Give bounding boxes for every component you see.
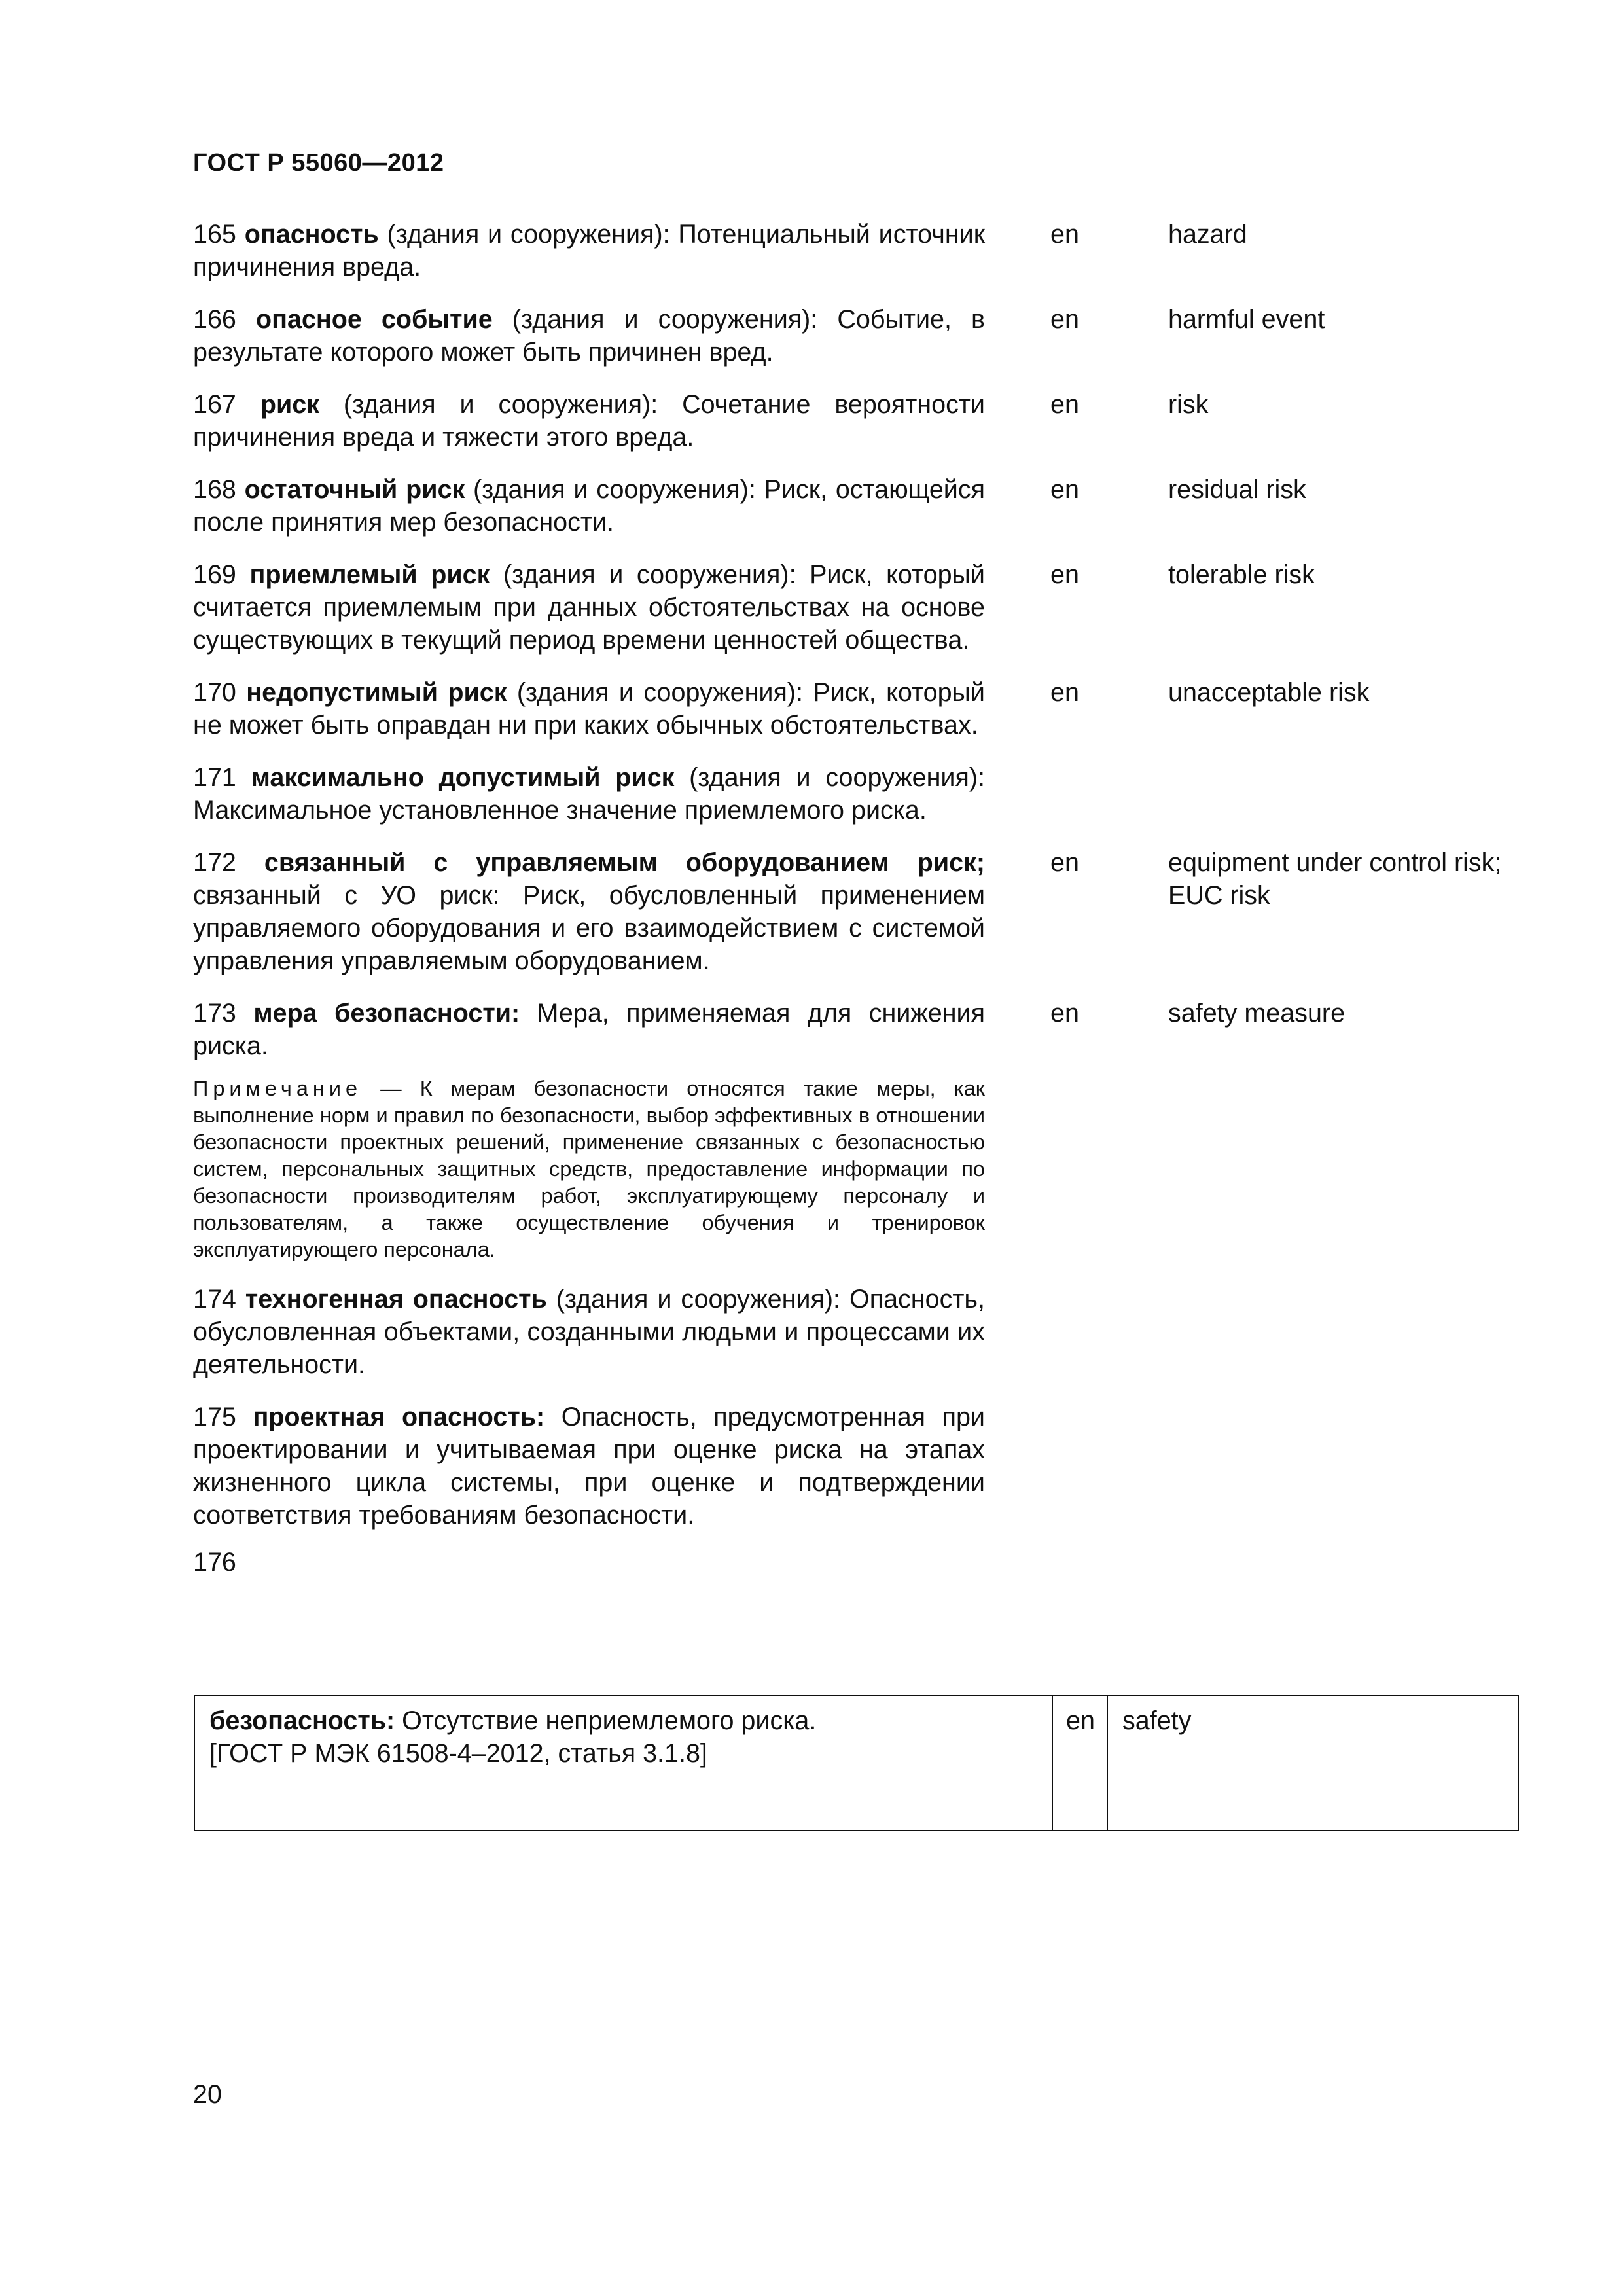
definition-text: Мера, применяемая для снижения риска.	[193, 999, 985, 1060]
definition	[193, 761, 985, 827]
english-equivalent: unacceptable risk	[1168, 678, 1370, 707]
entry-number: 168	[193, 475, 236, 504]
term-entry-169	[193, 558, 1528, 656]
definition-text: Отсутствие неприемлемого риска.	[395, 1706, 817, 1735]
definition	[193, 1401, 985, 1532]
definition	[193, 303, 985, 368]
definition-text: (здания и сооружения): Сочетание вероятности причинения вреда и тяжести этого вреда.	[193, 390, 985, 452]
english-equivalent: tolerable risk	[1168, 560, 1315, 589]
english-equivalent: equipment under control risk; EUC risk	[1168, 848, 1502, 910]
english-equivalent-cell: safety	[1107, 1696, 1518, 1831]
term-entry-174	[193, 1283, 1528, 1381]
term-entry-166	[193, 303, 1528, 368]
entry-number: 172	[193, 848, 236, 877]
definition-cell	[194, 1696, 1052, 1831]
definition	[193, 846, 985, 977]
language-cell: en	[1052, 1696, 1107, 1831]
definition-text: Опасность, предусмотренная при проектировании и учитываемая при оценке риска на этапах жизненного цикла системы, при оценке и подтверждении соответствия требованиям безопасности.	[193, 1403, 985, 1530]
term: мера безопасности:	[253, 999, 520, 1028]
definition-text: (здания и сооружения): Риск, который не может быть оправдан ни при каких обычных обстоятельствах.	[193, 678, 985, 740]
term-entry-175	[193, 1401, 1528, 1532]
note-text: — К мерам безопасности относятся такие меры, как выполнение норм и правил по безопасности, выбор эффективных в отношении безопасности проектных решений, применение связанных с безопасностью систем, персональных защитных средств, предоставление информации по безопасности производителям работ, эксплуатирующему персоналу и пользователям, а также осуществление обучения и тренировок эксплуатирующего персонала.	[193, 1077, 985, 1261]
entry-number: 174	[193, 1285, 236, 1314]
source-reference: [ГОСТ Р МЭК 61508-4–2012, статья 3.1.8]	[209, 1739, 707, 1768]
entry-number: 175	[193, 1403, 236, 1431]
term-entries	[193, 218, 1528, 1579]
term: проектная опасность:	[253, 1403, 545, 1431]
language-code: en	[1050, 390, 1079, 419]
entry-number: 173	[193, 999, 236, 1028]
english-equivalent: residual risk	[1168, 475, 1306, 504]
language-code: en	[1050, 305, 1079, 334]
page-number: 20	[193, 2080, 222, 2109]
note	[193, 1075, 985, 1263]
term-entry-165	[193, 218, 1528, 283]
language-code: en	[1050, 678, 1079, 707]
entry-number: 166	[193, 305, 236, 334]
term: техногенная опасность	[245, 1285, 547, 1314]
term: максимально допустимый риск	[251, 763, 675, 792]
term: остаточный риск	[244, 475, 465, 504]
language-code: en	[1050, 848, 1079, 877]
definition	[193, 997, 985, 1062]
term-entry-172	[193, 846, 1528, 977]
entry-number: 171	[193, 763, 236, 792]
term: приемлемый риск	[249, 560, 490, 589]
definition	[193, 473, 985, 539]
english-equivalent: hazard	[1168, 220, 1247, 249]
term: безопасность:	[209, 1706, 395, 1735]
definition	[193, 676, 985, 742]
definition	[193, 558, 985, 656]
definition-text: (здания и сооружения): Событие, в результате которого может быть причинен вред.	[193, 305, 985, 367]
definition	[193, 1283, 985, 1381]
english-equivalent: risk	[1168, 390, 1209, 419]
entry-number: 169	[193, 560, 236, 589]
table-row	[194, 1696, 1518, 1831]
definition-text: (здания и сооружения): Максимальное установленное значение приемлемого риска.	[193, 763, 985, 825]
term-entry-168	[193, 473, 1528, 539]
definition-text: (здания и сооружения): Потенциальный источник причинения вреда.	[193, 220, 985, 281]
english-equivalent: safety measure	[1168, 999, 1346, 1028]
term: связанный с управляемым оборудованием риск;	[264, 848, 985, 877]
language-code: en	[1050, 220, 1079, 249]
entry-number: 170	[193, 678, 236, 707]
term: недопустимый риск	[246, 678, 507, 707]
note-label: Примечание	[193, 1077, 363, 1100]
term-entry-173	[193, 997, 1528, 1062]
entry-number: 165	[193, 220, 236, 249]
definition-text: (здания и сооружения): Опасность, обусловленная объектами, созданными людьми и процессами их деятельности.	[193, 1285, 985, 1379]
entry-number: 167	[193, 390, 236, 419]
term: опасное событие	[255, 305, 493, 334]
language-code: en	[1050, 999, 1079, 1028]
language-code: en	[1050, 475, 1079, 504]
term-entry-170	[193, 676, 1528, 742]
document-code: ГОСТ Р 55060—2012	[193, 149, 444, 177]
language-code: en	[1050, 560, 1079, 589]
english-equivalent: harmful event	[1168, 305, 1325, 334]
term: опасность	[244, 220, 379, 249]
definition-text: связанный с УО риск: Риск, обусловленный применением управляемого оборудования и его взаимодействием с системой управления управляемым оборудованием.	[193, 881, 985, 975]
entry-number-176: 176	[193, 1548, 236, 1577]
definition-text: (здания и сооружения): Риск, который считается приемлемым при данных обстоятельствах на основе существующих в текущий период времени ценностей общества.	[193, 560, 985, 655]
term: риск	[260, 390, 319, 419]
definition	[193, 218, 985, 283]
term-entry-167	[193, 388, 1528, 454]
definition-text: (здания и сооружения): Риск, остающейся после принятия мер безопасности.	[193, 475, 985, 537]
definition	[193, 388, 985, 454]
term-entry-171	[193, 761, 1528, 827]
term-table-176	[194, 1695, 1519, 1831]
